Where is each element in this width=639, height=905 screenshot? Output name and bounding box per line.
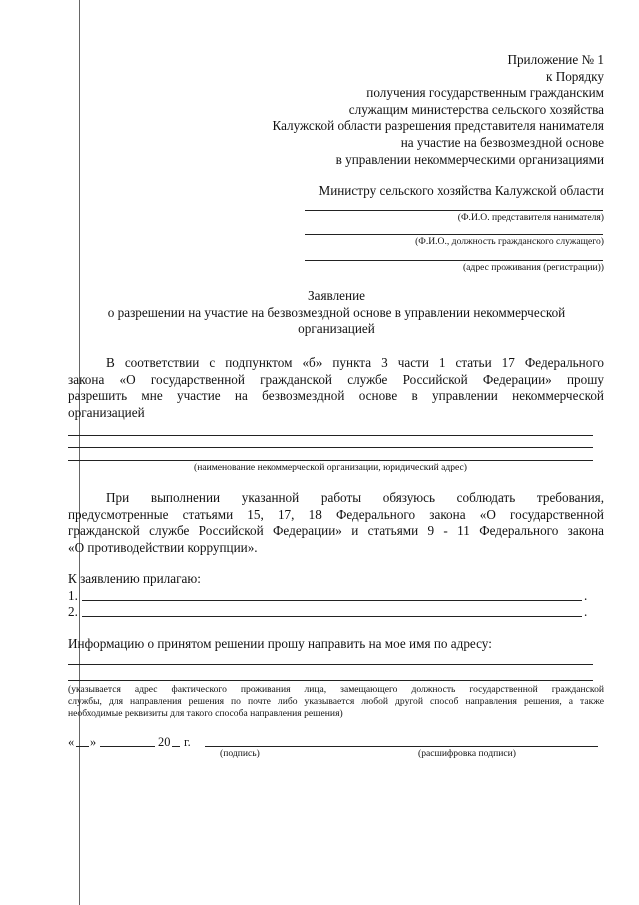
address-line[interactable]	[68, 680, 593, 681]
addressee: Министру сельского хозяйства Калужской области	[318, 183, 604, 198]
title-line: организацией	[298, 321, 375, 337]
decoding-caption: (расшифровка подписи)	[418, 748, 516, 759]
attachment-end: .	[584, 588, 588, 603]
appendix-line: к Порядку	[545, 68, 604, 84]
title-line: о разрешении на участие на безвозмездной основе в управлении некоммерческой	[107, 304, 566, 320]
date-close-quote: »	[90, 735, 97, 749]
appendix-line: получения государственным гражданским	[366, 85, 604, 101]
attachment-number: 1.	[68, 588, 78, 603]
address-line[interactable]	[68, 664, 593, 665]
attachment-end: .	[584, 604, 588, 619]
attachment-number: 2.	[68, 604, 78, 619]
residence-line[interactable]	[305, 260, 603, 261]
org-name-caption: (наименование некоммерческой организации, юридический адрес)	[194, 462, 467, 473]
obligation-paragraph	[68, 490, 604, 556]
appendix-header	[200, 52, 604, 168]
address-note	[68, 684, 604, 720]
paragraph-line: При выполнении указанной работы обязуюсь соблюдать требования,	[106, 490, 604, 505]
info-request: Информацию о принятом решении прошу направить на мое имя по адресу:	[68, 636, 492, 651]
date-open-quote: «	[68, 735, 75, 749]
employer-rep-line[interactable]	[305, 210, 603, 211]
paragraph-line: В соответствии с подпунктом «б» пункта 3 части 1 статьи 17 Федерального	[106, 355, 604, 370]
appendix-line: в управлении некоммерческими организациями	[335, 151, 604, 167]
paragraph-line: разрешить мне участие на безвозмездной основе в управлении некоммерческой	[68, 388, 604, 404]
org-name-line[interactable]	[68, 460, 593, 461]
attachment-line[interactable]	[82, 616, 582, 617]
employer-rep-caption: (Ф.И.О. представителя нанимателя)	[457, 212, 604, 223]
attachments-heading: К заявлению прилагаю:	[68, 571, 201, 586]
org-name-line[interactable]	[68, 435, 593, 436]
appendix-line: Калужской области разрешения представителя нанимателя	[272, 118, 604, 134]
paragraph-line: гражданской службе Российской Федерации» и статьями 9 - 11 Федерального закона	[68, 523, 604, 539]
attachment-line[interactable]	[82, 600, 582, 601]
paragraph-line: организацией	[68, 404, 145, 420]
appendix-number: Приложение № 1	[507, 52, 604, 67]
employee-line[interactable]	[305, 234, 603, 235]
residence-caption: (адрес проживания (регистрации))	[462, 262, 604, 273]
date-day-line[interactable]	[76, 746, 89, 747]
date-month-line[interactable]	[100, 746, 155, 747]
document-title	[60, 288, 613, 338]
appendix-line: на участие на безвозмездной основе	[400, 134, 604, 150]
note-line: службы, для направления решения по почте либо указывается любой другой способ направления решения, а также	[68, 696, 604, 707]
note-line: необходимые реквизиты для такого способа направления решения)	[68, 708, 343, 719]
paragraph-line: «О противодействии коррупции».	[68, 539, 258, 555]
date-year-suffix: г.	[184, 735, 191, 749]
binding-margin-line	[79, 0, 80, 905]
title-line: Заявление	[308, 288, 365, 303]
paragraph-line: закона «О государственной гражданской службе Российской Федерации» прошу	[68, 371, 604, 387]
date-year-line[interactable]	[172, 746, 180, 747]
appendix-line: служащим министерства сельского хозяйства	[348, 101, 604, 117]
request-paragraph	[68, 355, 604, 421]
paragraph-line: предусмотренные статьями 15, 17, 18 Федерального закона «О государственной	[68, 506, 604, 522]
signature-line[interactable]	[205, 746, 598, 747]
date-year-prefix: 20	[158, 735, 171, 749]
signature-caption: (подпись)	[220, 748, 260, 759]
org-name-line[interactable]	[68, 447, 593, 448]
note-line: (указывается адрес фактического проживания лица, замещающего должность государственной гражданской	[68, 684, 604, 695]
employee-caption: (Ф.И.О., должность гражданского служащего)	[415, 236, 604, 247]
